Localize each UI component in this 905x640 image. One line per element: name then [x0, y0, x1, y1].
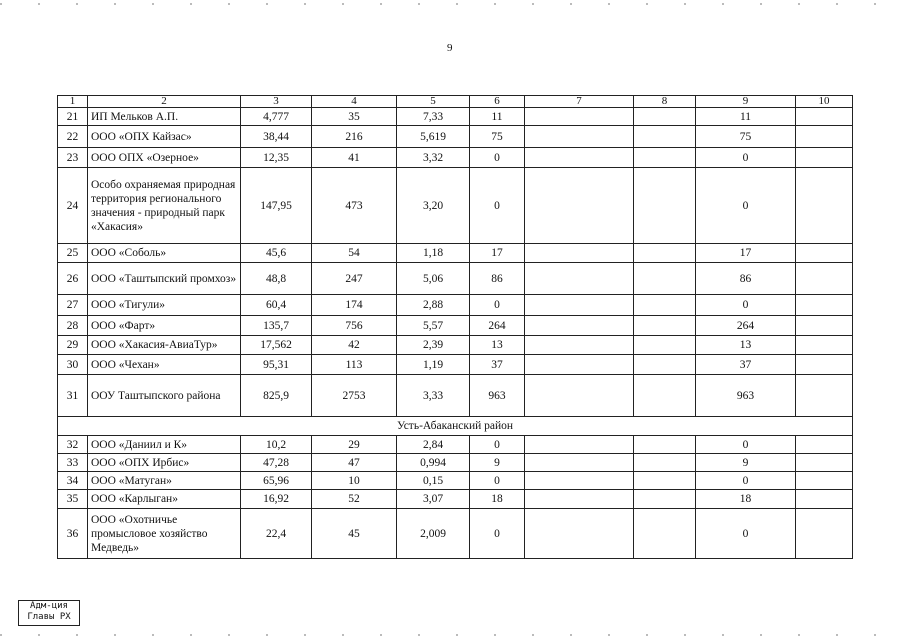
table-cell: 3,20	[397, 168, 470, 244]
table-cell	[525, 336, 634, 355]
table-cell: 95,31	[241, 355, 312, 375]
table-cell: 18	[696, 490, 796, 509]
table-cell: 18	[470, 490, 525, 509]
table-cell	[796, 316, 853, 336]
table-cell	[796, 108, 853, 126]
stamp-line-2: Главы РХ	[27, 612, 71, 622]
table-row	[58, 316, 853, 336]
table-cell: 0	[696, 168, 796, 244]
table-row	[58, 454, 853, 472]
table-cell	[634, 295, 696, 316]
organization-cell: ООО «Тигули»	[88, 295, 241, 316]
table-cell: 10,2	[241, 436, 312, 454]
organization-cell: ООО «Соболь»	[88, 244, 241, 263]
organization-cell: ООО «Даниил и К»	[88, 436, 241, 454]
table-row	[58, 126, 853, 148]
table-cell	[525, 490, 634, 509]
table-cell: 24	[58, 168, 88, 244]
table-cell: 0,15	[397, 472, 470, 490]
table-cell: 11	[696, 108, 796, 126]
table-cell	[525, 355, 634, 375]
organization-cell: ООО «Карлыган»	[88, 490, 241, 509]
table-cell	[634, 436, 696, 454]
table-cell: 86	[470, 263, 525, 295]
organization-cell: ООО «Матуган»	[88, 472, 241, 490]
table-cell: 0	[696, 472, 796, 490]
table-cell: 264	[470, 316, 525, 336]
table-cell	[634, 490, 696, 509]
organization-cell: ООО «ОПХ Кайзас»	[88, 126, 241, 148]
column-header-4: 4	[312, 96, 397, 108]
table-cell	[634, 126, 696, 148]
table-cell	[634, 509, 696, 559]
table-cell	[634, 108, 696, 126]
table-cell	[796, 375, 853, 417]
table-cell: 65,96	[241, 472, 312, 490]
table-cell: 963	[696, 375, 796, 417]
table-cell: 29	[312, 436, 397, 454]
table-cell: 47	[312, 454, 397, 472]
table-row	[58, 509, 853, 559]
table-cell: 45,6	[241, 244, 312, 263]
table-cell: 29	[58, 336, 88, 355]
table-cell: 52	[312, 490, 397, 509]
table-cell: 0	[696, 295, 796, 316]
organization-cell: ООО «Охотничье промысловое хозяйство Медведь»	[88, 509, 241, 559]
table-cell	[525, 244, 634, 263]
table-cell: 54	[312, 244, 397, 263]
table-cell	[796, 168, 853, 244]
table-cell: 0	[470, 436, 525, 454]
table-cell: 32	[58, 436, 88, 454]
table-row	[58, 472, 853, 490]
table-cell: 47,28	[241, 454, 312, 472]
table-cell: 42	[312, 336, 397, 355]
table-cell: 5,619	[397, 126, 470, 148]
table-cell: 0	[696, 436, 796, 454]
table-cell	[525, 263, 634, 295]
table-cell: 7,33	[397, 108, 470, 126]
scan-artifact-bottom	[0, 634, 905, 636]
page-number: 9	[447, 42, 453, 54]
column-header-9: 9	[696, 96, 796, 108]
table-row	[58, 148, 853, 168]
table-cell: 60,4	[241, 295, 312, 316]
table-cell: 0	[470, 472, 525, 490]
table-cell: 23	[58, 148, 88, 168]
table-cell: 38,44	[241, 126, 312, 148]
table-cell: 27	[58, 295, 88, 316]
table-cell: 3,32	[397, 148, 470, 168]
table-cell: 9	[696, 454, 796, 472]
table-row	[58, 108, 853, 126]
table-cell	[525, 126, 634, 148]
table-cell	[525, 472, 634, 490]
organization-cell: ООУ Таштыпского района	[88, 375, 241, 417]
table-cell: 75	[470, 126, 525, 148]
table-cell: 35	[58, 490, 88, 509]
table-cell	[525, 295, 634, 316]
table-cell	[796, 509, 853, 559]
table-cell: 25	[58, 244, 88, 263]
table-cell	[796, 490, 853, 509]
organization-cell: ООО «Хакасия-АвиаТур»	[88, 336, 241, 355]
table-cell	[796, 472, 853, 490]
table-cell: 21	[58, 108, 88, 126]
organization-cell: Особо охраняемая природная территория регионального значения - природный парк «Хакасия»	[88, 168, 241, 244]
table-cell: 41	[312, 148, 397, 168]
table-cell	[796, 263, 853, 295]
table-cell: 33	[58, 454, 88, 472]
table-cell: 0	[696, 148, 796, 168]
table-cell: 22,4	[241, 509, 312, 559]
table-cell: 13	[696, 336, 796, 355]
column-header-8: 8	[634, 96, 696, 108]
scan-artifact-top	[0, 3, 905, 5]
table-row	[58, 355, 853, 375]
table-cell: 11	[470, 108, 525, 126]
table-cell	[796, 148, 853, 168]
district-row	[58, 417, 853, 436]
organization-cell: ООО «Таштыпский промхоз»	[88, 263, 241, 295]
table-row	[58, 375, 853, 417]
table-cell	[525, 316, 634, 336]
table-cell	[634, 355, 696, 375]
table-cell: 4,777	[241, 108, 312, 126]
table-cell: 0	[470, 148, 525, 168]
table-cell: 473	[312, 168, 397, 244]
table-cell: 5,06	[397, 263, 470, 295]
column-header-1: 1	[58, 96, 88, 108]
table-cell	[796, 454, 853, 472]
table-cell: 37	[696, 355, 796, 375]
table-cell: 12,35	[241, 148, 312, 168]
organization-cell: ООО «ОПХ Ирбис»	[88, 454, 241, 472]
table-cell: 48,8	[241, 263, 312, 295]
table-row	[58, 336, 853, 355]
table-cell: 31	[58, 375, 88, 417]
table-cell: 17	[470, 244, 525, 263]
organization-cell: ИП Мельков А.П.	[88, 108, 241, 126]
table-cell: 35	[312, 108, 397, 126]
table-cell	[525, 436, 634, 454]
column-header-7: 7	[525, 96, 634, 108]
table-cell: 37	[470, 355, 525, 375]
table-cell	[525, 375, 634, 417]
column-header-5: 5	[397, 96, 470, 108]
table-cell: 16,92	[241, 490, 312, 509]
table-cell: 147,95	[241, 168, 312, 244]
table-cell: 2,39	[397, 336, 470, 355]
table-cell	[525, 509, 634, 559]
table-cell	[634, 472, 696, 490]
table-cell	[796, 436, 853, 454]
table-cell	[796, 295, 853, 316]
organization-cell: ООО «Чехан»	[88, 355, 241, 375]
table-cell: 174	[312, 295, 397, 316]
table-cell	[634, 454, 696, 472]
organization-cell: ООО ОПХ «Озерное»	[88, 148, 241, 168]
table-cell: 0	[470, 295, 525, 316]
table-cell: 30	[58, 355, 88, 375]
table-cell	[634, 148, 696, 168]
table-cell: 113	[312, 355, 397, 375]
table-cell: 216	[312, 126, 397, 148]
table-cell: 28	[58, 316, 88, 336]
data-table	[57, 95, 853, 559]
table-cell: 1,19	[397, 355, 470, 375]
table-cell	[634, 375, 696, 417]
table-row	[58, 490, 853, 509]
table-cell: 10	[312, 472, 397, 490]
table-cell: 0,994	[397, 454, 470, 472]
table-cell	[525, 454, 634, 472]
table-cell: 135,7	[241, 316, 312, 336]
table-cell	[796, 336, 853, 355]
table-cell: 2,84	[397, 436, 470, 454]
table-cell: 86	[696, 263, 796, 295]
table-cell: 1,18	[397, 244, 470, 263]
table-cell: 0	[696, 509, 796, 559]
table-cell: 264	[696, 316, 796, 336]
table-cell: 36	[58, 509, 88, 559]
table-cell: 45	[312, 509, 397, 559]
registry-stamp	[18, 600, 80, 626]
table-cell: 22	[58, 126, 88, 148]
table-cell: 9	[470, 454, 525, 472]
table-cell	[525, 148, 634, 168]
table-cell: 75	[696, 126, 796, 148]
table-cell: 0	[470, 509, 525, 559]
column-header-10: 10	[796, 96, 853, 108]
table-cell	[796, 126, 853, 148]
table-cell: 825,9	[241, 375, 312, 417]
table-cell: 17,562	[241, 336, 312, 355]
table-cell	[634, 336, 696, 355]
table-cell	[525, 108, 634, 126]
table-cell	[634, 263, 696, 295]
table-header-row	[58, 96, 853, 108]
table-cell: 13	[470, 336, 525, 355]
stamp-line-1: Адм-ция	[30, 601, 68, 611]
table-cell: 756	[312, 316, 397, 336]
table-cell: 2753	[312, 375, 397, 417]
table-row	[58, 263, 853, 295]
column-header-6: 6	[470, 96, 525, 108]
table-cell: 2,88	[397, 295, 470, 316]
table-cell: 34	[58, 472, 88, 490]
district-label: Усть-Абаканский район	[58, 417, 853, 436]
table-cell: 247	[312, 263, 397, 295]
column-header-2: 2	[88, 96, 241, 108]
table-cell	[634, 244, 696, 263]
table-cell: 3,33	[397, 375, 470, 417]
table-cell: 2,009	[397, 509, 470, 559]
table-row	[58, 168, 853, 244]
table-cell: 3,07	[397, 490, 470, 509]
column-header-3: 3	[241, 96, 312, 108]
organization-cell: ООО «Фарт»	[88, 316, 241, 336]
table-cell	[525, 168, 634, 244]
table-cell	[796, 244, 853, 263]
table-cell	[634, 168, 696, 244]
table-cell: 26	[58, 263, 88, 295]
table-cell	[796, 355, 853, 375]
table-cell	[634, 316, 696, 336]
table-cell: 5,57	[397, 316, 470, 336]
table-cell: 0	[470, 168, 525, 244]
table-cell: 963	[470, 375, 525, 417]
table-cell: 17	[696, 244, 796, 263]
table-row	[58, 436, 853, 454]
table-row	[58, 295, 853, 316]
table-row	[58, 244, 853, 263]
